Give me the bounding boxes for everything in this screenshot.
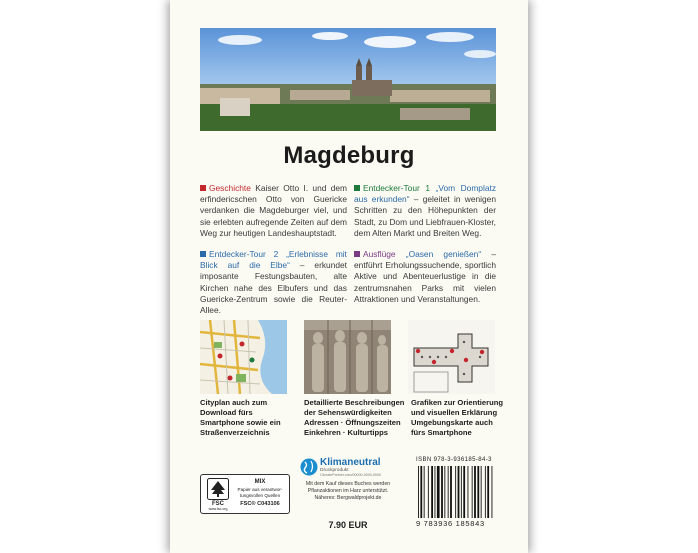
caption-cityplan (200, 398, 300, 438)
isbn-text: ISBN 978-3-936185-84-3 (416, 457, 492, 463)
floor-plan-thumbnail (408, 320, 495, 394)
climate-globe-icon (300, 458, 318, 476)
ausfluege-heading: Ausflüge (363, 249, 396, 259)
skyline-photo (200, 28, 496, 131)
klimaneutral-sub: Druckprodukt (320, 468, 349, 473)
book-back-cover (170, 0, 528, 553)
caption-line: Download fürs (200, 408, 253, 417)
ausfluege-text: – entführt Erholungssuchende, sportlich Aktive und Abenteuerlustige in die zentrumsnahen Parks mit vielen Attraktionen und Veranstaltungen. (354, 249, 496, 304)
klimaneutral-title: Klimaneutral (320, 457, 381, 468)
caption-line: Grafiken zur Orientierung (411, 398, 503, 407)
tour2-link: „Erlebnisse mit Blick auf die Elbe“ (200, 249, 347, 271)
tour1-link: „Vom Domplatz aus erkunden“ (354, 183, 496, 205)
fsc-url: www.fsc.org (208, 507, 228, 511)
geschichte-block (200, 183, 347, 239)
barcode-digits: 9 783936 185843 (416, 519, 485, 528)
caption-line: Cityplan auch zum (200, 398, 268, 407)
fsc-mix: MIX (254, 479, 266, 485)
fsc-paper-text (233, 487, 287, 498)
caption-line: Smartphone sowie ein (200, 418, 281, 427)
caption-line: Detaillierte Beschreibungen (304, 398, 405, 407)
geschichte-text: Kaiser Otto I. und dem erfindericschen Otto von Guericke verdanken die Magdeburger viel, und sie erlebten aufregende Zeiten auf dem Weg zur heutigen Landeshauptstadt. (200, 183, 347, 238)
barcode-icon (416, 466, 500, 518)
klimaneutral-id: ClimatePartner.com/00000-0000-0000 (320, 473, 381, 477)
book-title: Magdeburg (283, 142, 415, 169)
tour1-heading: Entdecker-Tour 1 (363, 183, 430, 193)
geschichte-heading: Geschichte (209, 183, 251, 193)
ausfluege-link: „Oasen genießen“ (395, 249, 482, 259)
purple-square-icon (354, 251, 360, 257)
red-square-icon (200, 185, 206, 191)
klima-line: Mit dem Kauf dieses Buches werden (305, 481, 391, 487)
city-map-thumbnail (200, 320, 287, 394)
fsc-paper-line: Papier aus verantwor- (237, 487, 283, 492)
tour1-block (354, 183, 496, 239)
tour2-heading: Entdecker-Tour 2 (209, 249, 279, 259)
caption-descriptions (304, 398, 408, 438)
fsc-logo-text: FSC (212, 501, 224, 507)
caption-line: Einkehren · Kulturtipps (304, 428, 388, 437)
caption-line: der Sehenswürdigkeiten (304, 408, 392, 417)
ausfluege-block (354, 249, 496, 305)
caption-line: fürs Smartphone (411, 428, 472, 437)
klima-line: Pflanzaktionen im Harz unterstützt. (307, 488, 389, 494)
fsc-paper-line: tungsvollen Quellen (239, 492, 281, 498)
green-square-icon (354, 185, 360, 191)
caption-graphics (411, 398, 511, 438)
tour2-text: – erkundet imposante Festungsbauten, alte Kirchen nahe des Elbufers und das Guericke-Zentrum sowie die Reuter-Allee. (200, 260, 347, 316)
price: 7.90 EUR (328, 520, 368, 530)
fsc-tree-logo-icon (207, 478, 229, 500)
klimaneutral-note (298, 481, 398, 502)
caption-line: Umgebungskarte auch (411, 418, 493, 427)
klima-line: Näheres: Bergwaldprojekt.de (314, 495, 382, 501)
tour1-text: – geleitet in wenigen Schritten zu den Höhepunkten der Stadt, zu Dom und Liebfrauen-Kloster, dem Alten Markt und Breiten Weg. (354, 194, 496, 238)
tour2-block (200, 249, 347, 316)
caption-line: und visuellen Erklärung (411, 408, 498, 417)
caption-line: Adressen · Öffnungszeiten (304, 418, 401, 427)
cathedral-statues-thumbnail (304, 320, 391, 394)
blue-square-icon (200, 251, 206, 257)
caption-line: Straßenverzeichnis (200, 428, 270, 437)
fsc-code: FSC® C043106 (240, 501, 280, 507)
fsc-label (200, 474, 290, 514)
